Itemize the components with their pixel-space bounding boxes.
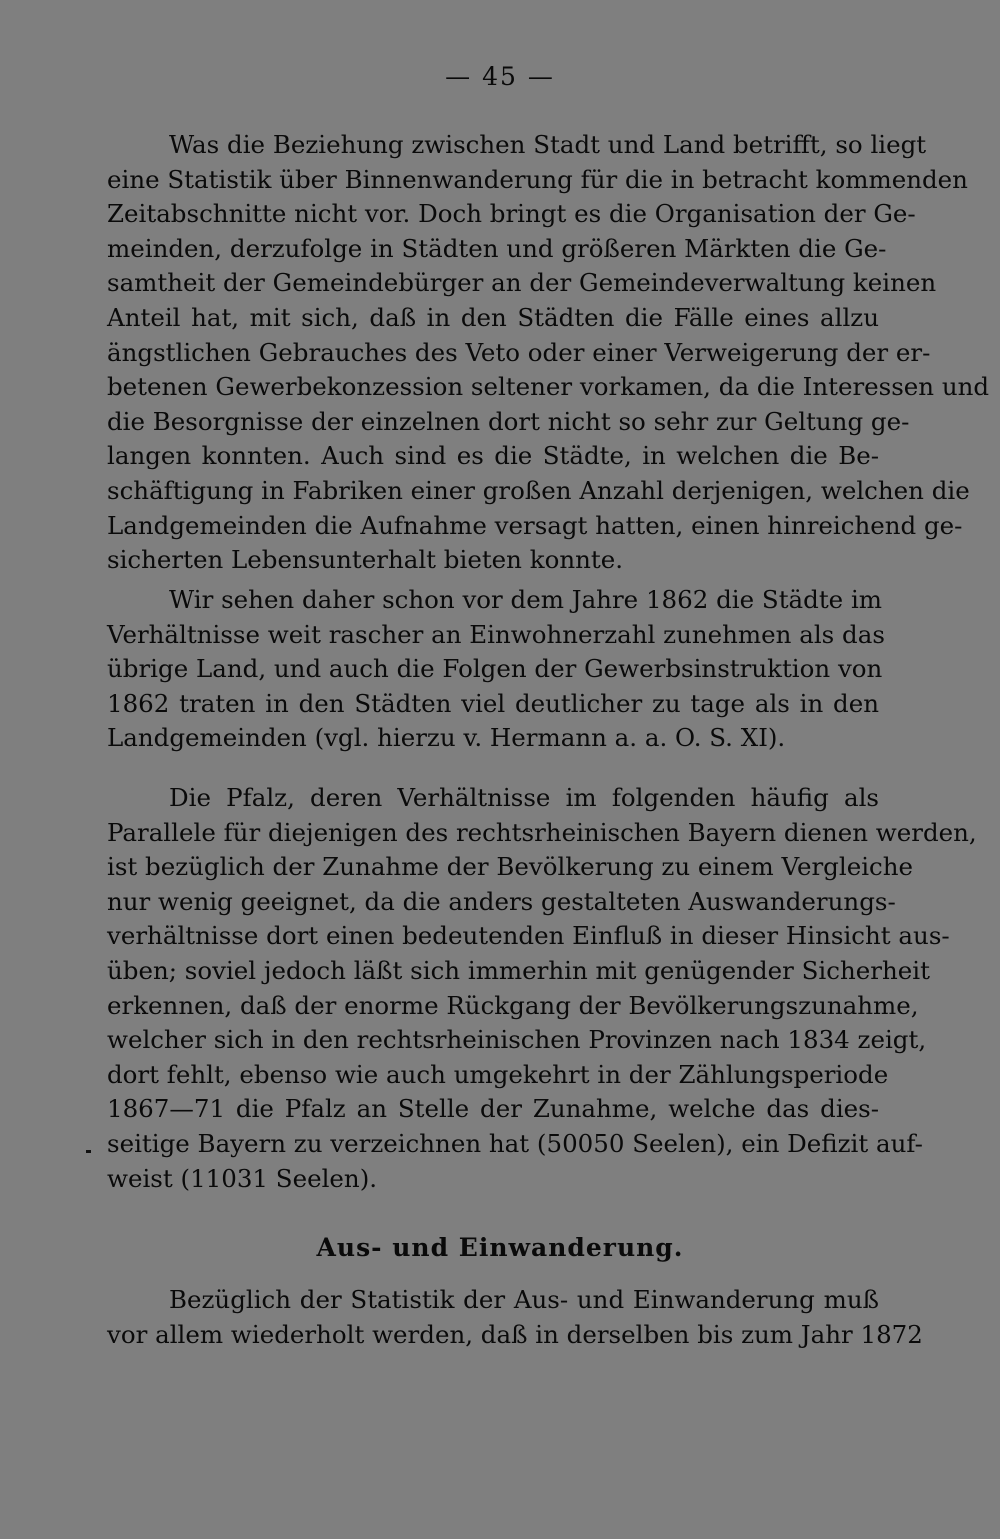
text-line: ängstlichen Gebrauches des Veto oder einer Verweigerung der er- (107, 337, 931, 367)
text-line: nur wenig geeignet, da die anders gestalteten Auswanderungs- (107, 886, 896, 916)
text-line: verhältnisse dort einen bedeutenden Einfluß in dieser Hinsicht aus- (107, 921, 950, 951)
paragraph-staedte (107, 583, 885, 756)
text-line: welcher sich in den rechtsrheinischen Provinzen nach 1834 zeigt, (107, 1025, 927, 1055)
text-line: weist (11031 Seelen). (107, 1163, 378, 1193)
paragraph-binnenwanderung (107, 128, 990, 578)
text-line: Verhältnisse weit rascher an Einwohnerzahl zunehmen als das (107, 619, 885, 649)
text-line: Bezüglich der Statistik der Aus- und Einwanderung muß (169, 1285, 879, 1314)
text-line: Was die Beziehung zwischen Stadt und Land betrifft, so liegt (169, 130, 927, 159)
text-line: 1862 traten in den Städten viel deutlicher zu tage als in den (107, 688, 879, 718)
section-heading: Aus- und Einwanderung. (316, 1233, 684, 1262)
text-line: sicherten Lebensunterhalt bieten konnte. (107, 545, 624, 575)
text-line: schäftigung in Fabriken einer großen Anzahl derjenigen, welchen die (107, 475, 970, 505)
text-line: vor allem wiederholt werden, daß in derselben bis zum Jahr 1872 (107, 1319, 923, 1349)
text-line: Wir sehen daher schon vor dem Jahre 1862 die Städte im (169, 585, 883, 614)
text-line: übrige Land, und auch die Folgen der Gewerbsinstruktion von (107, 654, 883, 684)
text-line: Parallele für diejenigen des rechtsrheinischen Bayern dienen werden, (107, 817, 977, 847)
text-line: betenen Gewerbekonzession seltener vorkamen, da die Interessen und (107, 372, 990, 402)
paragraph-pfalz (107, 781, 977, 1196)
text-line: seitige Bayern zu verzeichnen hat (50050 Seelen), ein Defizit auf- (107, 1128, 923, 1158)
text-line: ist bezüglich der Zunahme der Bevölkerung zu einem Vergleiche (107, 852, 914, 882)
text-line: erkennen, daß der enorme Rückgang der Bevölkerungszunahme, (107, 990, 919, 1020)
text-line: Die Pfalz, deren Verhältnisse im folgenden häufig als (169, 783, 879, 812)
page-number: — 45 — (445, 62, 555, 91)
text-line: dort fehlt, ebenso wie auch umgekehrt in der Zählungsperiode (107, 1059, 889, 1089)
margin-mark (86, 1150, 91, 1153)
text-line: Zeitabschnitte nicht vor. Doch bringt es die Organisation der Ge- (107, 199, 916, 229)
text-line: langen konnten. Auch sind es die Städte, in welchen die Be- (107, 441, 879, 471)
text-line: die Besorgnisse der einzelnen dort nicht so sehr zur Geltung ge- (107, 406, 910, 436)
paragraph-auswanderung (107, 1283, 923, 1352)
text-line: Landgemeinden (vgl. hierzu v. Hermann a. a. O. S. XI). (107, 723, 786, 753)
text-line: Landgemeinden die Aufnahme versagt hatten, einen hinreichend ge- (107, 510, 963, 540)
text-line: meinden, derzufolge in Städten und größeren Märkten die Ge- (107, 233, 887, 263)
text-line: samtheit der Gemeindebürger an der Gemeindeverwaltung keinen (107, 268, 937, 298)
text-line: üben; soviel jedoch läßt sich immerhin mit genügender Sicherheit (107, 955, 930, 985)
text-line: eine Statistik über Binnenwanderung für die in betracht kommenden (107, 164, 968, 194)
text-line: Anteil hat, mit sich, daß in den Städten die Fälle eines allzu (107, 302, 879, 332)
text-line: 1867—71 die Pfalz an Stelle der Zunahme, welche das dies- (107, 1094, 879, 1124)
